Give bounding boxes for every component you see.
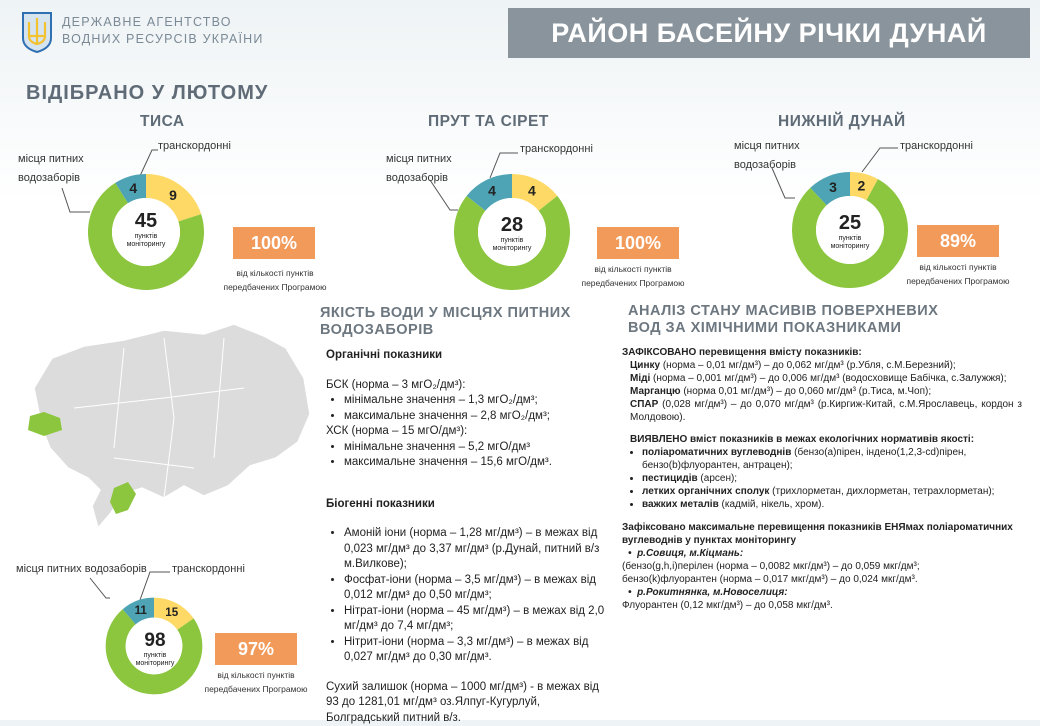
percent-note-summary: від кількості пунктів передбачених Програмою	[186, 668, 326, 696]
bsk-min: • мінімальне значення – 1,3 мгО₂/дм³;	[344, 393, 612, 409]
within-item: • поліароматичних вуглеводнів (бензо(а)пірен, індено(1,2,3-cd)пірен, бензо(b)флуорантен, антрацен);	[642, 446, 1022, 472]
legend-transboundary-3: транскордонні	[900, 137, 973, 156]
within-item: • летких органічних сполук (трихлорметан, дихлорметан, тетрахлорметан);	[642, 485, 1022, 498]
percent-note-tysa: від кількості пунктів передбачених Програмою	[205, 266, 345, 294]
drinking-label: 3	[829, 179, 837, 195]
analysis-section-title: АНАЛІЗ СТАНУ МАСИВІВ ПОВЕРХНЕВИХ ВОД ЗА ХІМІЧНИМИ ПОКАЗНИКАМИ	[628, 303, 938, 337]
region-title-prut: ПРУТ ТА СІРЕТ	[428, 113, 549, 131]
site-1-line: бензо(k)флуорантен (норма – 0,017 мкг/дм³) – до 0,024 мкг/дм³.	[622, 573, 1022, 586]
total-value: 45	[111, 210, 181, 233]
legend-drinking-1: місця питних водозаборів	[18, 150, 118, 188]
total-value: 28	[477, 214, 547, 237]
site-2: • р.Рокитнянка, м.Новоселиця:	[622, 586, 1022, 599]
drinking-label: 11	[135, 604, 148, 617]
biogenic-item: • Нітрат-іони (норма – 45 мг/дм³) – в межах від 2,0 мг/дм³ до 7,4 мг/дм³;	[344, 604, 612, 635]
legend-drinking-3: місця питних водозаборів	[734, 137, 834, 175]
biogenic-title: Біогенні показники	[326, 497, 612, 513]
xsk-heading: ХСК (норма – 15 мгО/дм³):	[326, 424, 612, 440]
donut-center-prut: 28 пунктів моніторингу	[477, 214, 547, 253]
biogenic-item: • Нітрит-іони (норма – 3,3 мг/дм³) – в межах від 0,027 мг/дм³ до 0,30 мг/дм³.	[344, 635, 612, 666]
legend-transboundary-summary: транскордонні	[172, 560, 245, 579]
month-title: ВІДІБРАНО У ЛЮТОМУ	[26, 82, 268, 105]
agency-line-2: ВОДНИХ РЕСУРСІВ УКРАЇНИ	[62, 31, 264, 48]
exceed-title: ЗАФІКСОВАНО перевищення вмісту показників:	[622, 346, 1022, 359]
xsk-min: • мінімальне значення – 5,2 мгО/дм³	[344, 440, 612, 456]
exceed-item: Міді (норма – 0,001 мг/дм³) – до 0,006 мг/дм³ (водосховище Бабічка, с.Залужжя);	[630, 372, 1022, 385]
exceed-item: Марганцю (норма 0,01 мг/дм³) – до 0,060 мг/дм³ (р.Тиса, м.Чоп);	[630, 385, 1022, 398]
analysis-text	[622, 346, 1022, 612]
drinking-label: 4	[488, 183, 496, 199]
donut-center-summary: 98 пунктів моніторингу	[120, 630, 190, 668]
legend-transboundary-1: транскордонні	[158, 137, 231, 156]
biogenic-item: • Амоній іони (норма – 1,28 мг/дм³) – в межах від 0,023 мг/дм³ до 3,37 мг/дм³ (р.Дунай, питний в/з м.Вилкове);	[344, 526, 612, 573]
site-1-line: (бензо(g,h,i)перілен (норма – 0,0082 мкг/дм³) – до 0,059 мкг/дм³;	[622, 560, 1022, 573]
region-title-danube: НИЖНІЙ ДУНАЙ	[778, 113, 906, 131]
bsk-max: • максимальне значення – 2,8 мгО₂/дм³;	[344, 409, 612, 425]
percent-note-danube: від кількості пунктів передбачених Програмою	[888, 260, 1028, 288]
legend-transboundary-2: транскордонні	[520, 140, 593, 159]
percent-badge-tysa: 100%	[233, 227, 315, 259]
ukraine-map	[14, 318, 314, 540]
transboundary-label: 9	[169, 187, 177, 203]
total-value: 25	[815, 212, 885, 235]
percent-badge-danube: 89%	[917, 225, 999, 257]
page-title: РАЙОН БАСЕЙНУ РІЧКИ ДУНАЙ	[508, 8, 1030, 58]
donut-center-danube: 25 пунктів моніторингу	[815, 212, 885, 251]
transboundary-label: 2	[858, 177, 866, 193]
biogenic-item: • Фосфат-іони (норма – 3,5 мг/дм³) – в межах від 0,012 мг/дм³ до 0,50 мг/дм³;	[344, 573, 612, 604]
total-value: 98	[120, 630, 190, 652]
exceed-item: Цинку (норма – 0,01 мг/дм³) – до 0,062 мг/дм³ (р.Убля, с.М.Березний);	[630, 359, 1022, 372]
percent-badge-prut: 100%	[597, 227, 679, 259]
percent-note-prut: від кількості пунктів передбачених Програмою	[563, 262, 703, 290]
agency-line-1: ДЕРЖАВНЕ АГЕНТСТВО	[62, 14, 264, 31]
max-title: Зафіксовано максимальне перевищення показників ЕНЯмах поліароматичних вуглеводнів у пунктах моніторингу	[622, 521, 1022, 547]
legend-drinking-summary: місця питних водозаборів	[16, 560, 147, 579]
transboundary-label: 15	[165, 606, 178, 619]
within-item: • важких металів (кадмій, нікель, хром).	[642, 498, 1022, 511]
quality-section-title: ЯКІСТЬ ВОДИ У МІСЦЯХ ПИТНИХ ВОДОЗАБОРІВ	[320, 305, 571, 339]
within-title: ВИЯВЛЕНО вміст показників в межах екологічних нормативів якості:	[622, 433, 1022, 446]
region-title-tysa: ТИСА	[140, 113, 185, 131]
dry-residue: Сухий залишок (норма – 1000 мг/дм³) - в межах від 93 до 1281,01 мг/дм³ оз.Ялпуг-Кугурлуй, Болградський питний в/з.	[326, 680, 612, 726]
bsk-heading: БСК (норма – 3 мгО₂/дм³):	[326, 378, 612, 394]
site-2-line: Флуорантен (0,12 мкг/дм³) – до 0,058 мкг/дм³.	[622, 599, 1022, 612]
legend-drinking-2: місця питних водозаборів	[386, 150, 486, 188]
organic-title: Органічні показники	[326, 348, 612, 364]
site-1: • р.Совиця, м.Кіцмань:	[622, 547, 1022, 560]
donut-center-tysa: 45 пунктів моніторингу	[111, 210, 181, 249]
within-item: • пестицидів (арсен);	[642, 472, 1022, 485]
transboundary-label: 4	[528, 183, 536, 199]
xsk-max: • максимальне значення – 15,6 мгО/дм³.	[344, 455, 612, 471]
percent-badge-summary: 97%	[215, 633, 297, 665]
exceed-item: СПАР (0,028 мг/дм³) – до 0,070 мг/дм³ (р.Киргиж-Китай, с.М.Ярославець, кордон з Молдовою).	[630, 398, 1022, 424]
quality-text	[326, 348, 612, 726]
drinking-label: 4	[129, 180, 137, 196]
